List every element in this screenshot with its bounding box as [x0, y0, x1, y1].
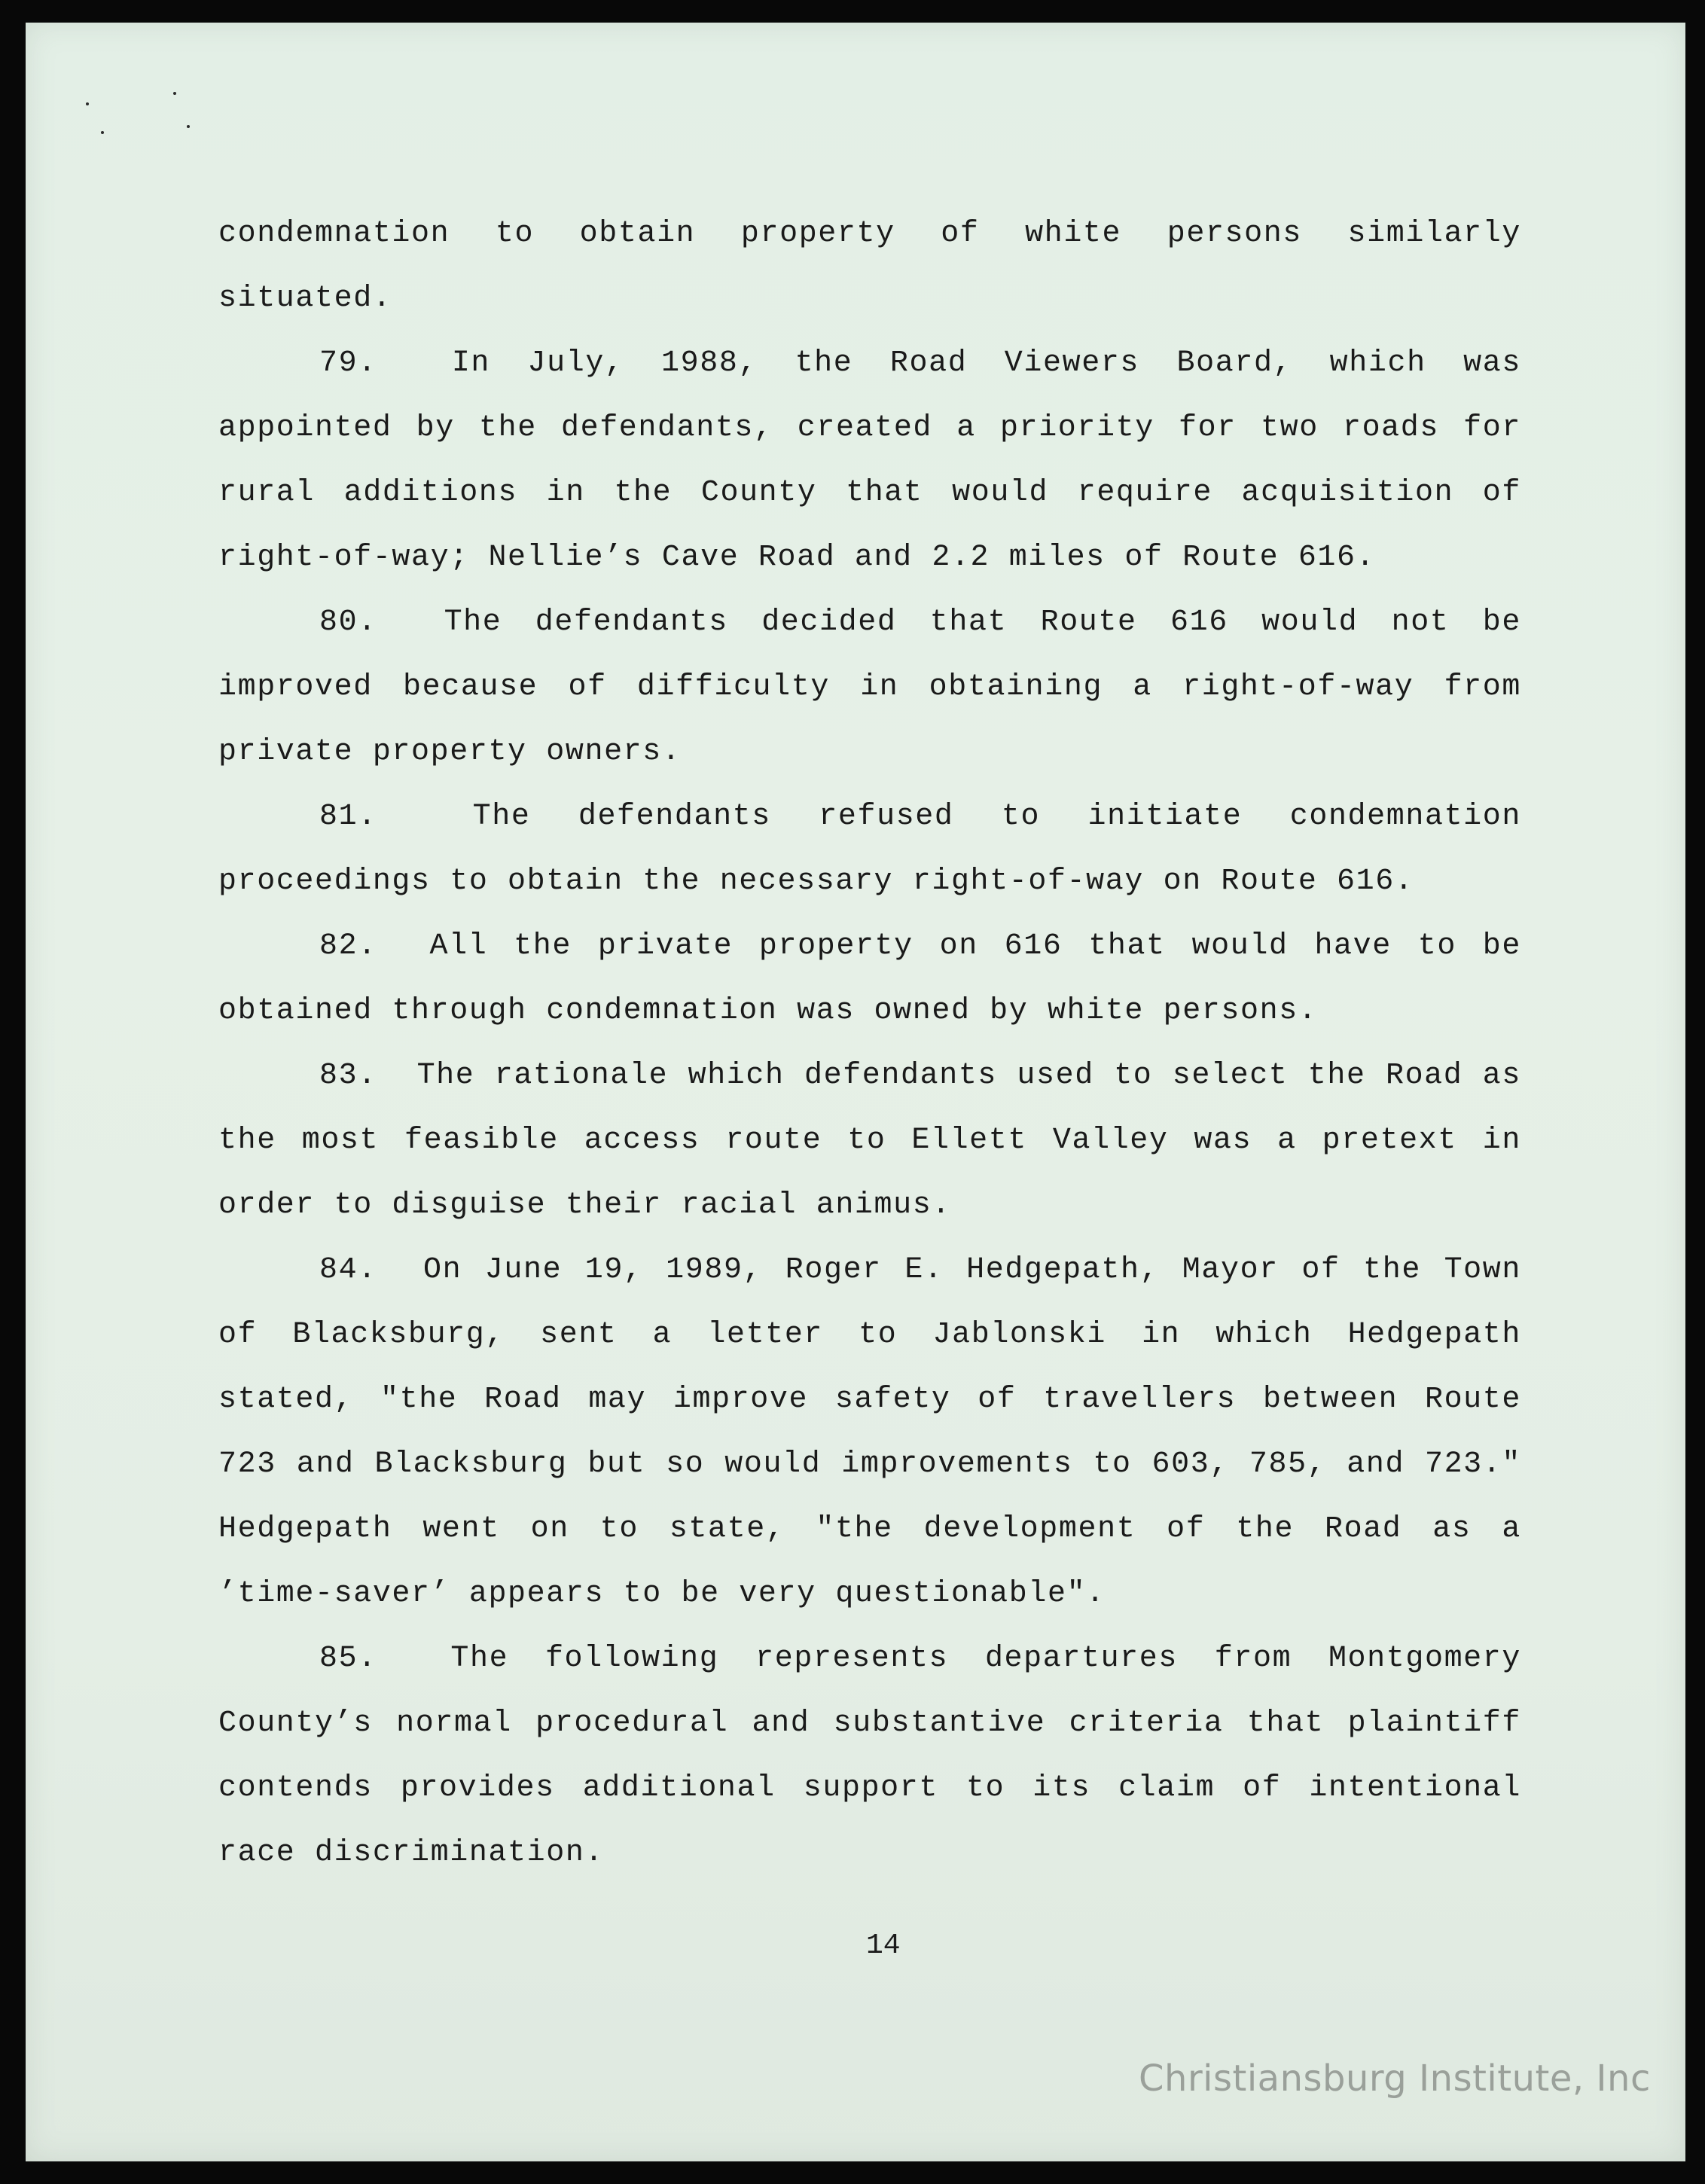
paragraph-continuation: [218, 202, 1521, 331]
paragraph-text: condemnation to obtain property of white persons similarly situated.: [218, 217, 1521, 316]
paragraph-text: The defendants refused to initiate condemnation proceedings to obtain the necessary right-of-way on Route 616.: [218, 800, 1521, 898]
paragraph-80: [218, 590, 1521, 785]
paragraph-number: 84.: [319, 1253, 377, 1287]
speck-mark: [101, 131, 104, 134]
paragraph-number: 85.: [319, 1642, 377, 1676]
paragraph-number: 83.: [319, 1059, 377, 1093]
paragraph-number: 82.: [319, 929, 377, 963]
paragraph-85: [218, 1627, 1521, 1886]
paragraph-text: The defendants decided that Route 616 would not be improved because of difficulty in obtaining a right-of-way from private property owners.: [218, 605, 1521, 769]
document-body: [218, 202, 1521, 1886]
paragraph-82: [218, 914, 1521, 1044]
speck-mark: [173, 92, 176, 95]
paragraph-text: The following represents departures from Montgomery County’s normal procedural and substantive criteria that plaintiff contends provides additional support to its claim of intentional race discrimination.: [218, 1642, 1521, 1870]
watermark-text: Christiansburg Institute, Inc: [1139, 2057, 1651, 2100]
speck-mark: [86, 102, 89, 105]
paragraph-text: All the private property on 616 that would have to be obtained through condemnation was owned by white persons.: [218, 929, 1521, 1028]
paragraph-text: The rationale which defendants used to select the Road as the most feasible access route to Ellett Valley was a pretext in order to disguise their racial animus.: [218, 1059, 1521, 1222]
page-number: 14: [866, 1929, 901, 1962]
paragraph-number: 81.: [319, 800, 377, 834]
paragraph-83: [218, 1044, 1521, 1238]
paragraph-79: [218, 331, 1521, 590]
paragraph-text: On June 19, 1989, Roger E. Hedgepath, Mayor of the Town of Blacksburg, sent a letter to Jablonski in which Hedgepath stated, "the Road may improve safety of travellers between Route 723 and Blacksburg but so would improvements to 603, 785, and 723." Hedgepath went on to state, "the development of the Road as a ’time-saver’ appears to be very questionable".: [218, 1253, 1521, 1611]
paragraph-84: [218, 1238, 1521, 1627]
speck-mark: [187, 125, 190, 128]
paragraph-81: [218, 785, 1521, 914]
paragraph-number: 80.: [319, 605, 377, 639]
paragraph-number: 79.: [319, 346, 377, 380]
paragraph-text: In July, 1988, the Road Viewers Board, which was appointed by the defendants, created a priority for two roads for rural additions in the County that would require acquisition of right-of-way; Nellie’s Cave Road and 2.2 miles of Route 616.: [218, 346, 1521, 575]
